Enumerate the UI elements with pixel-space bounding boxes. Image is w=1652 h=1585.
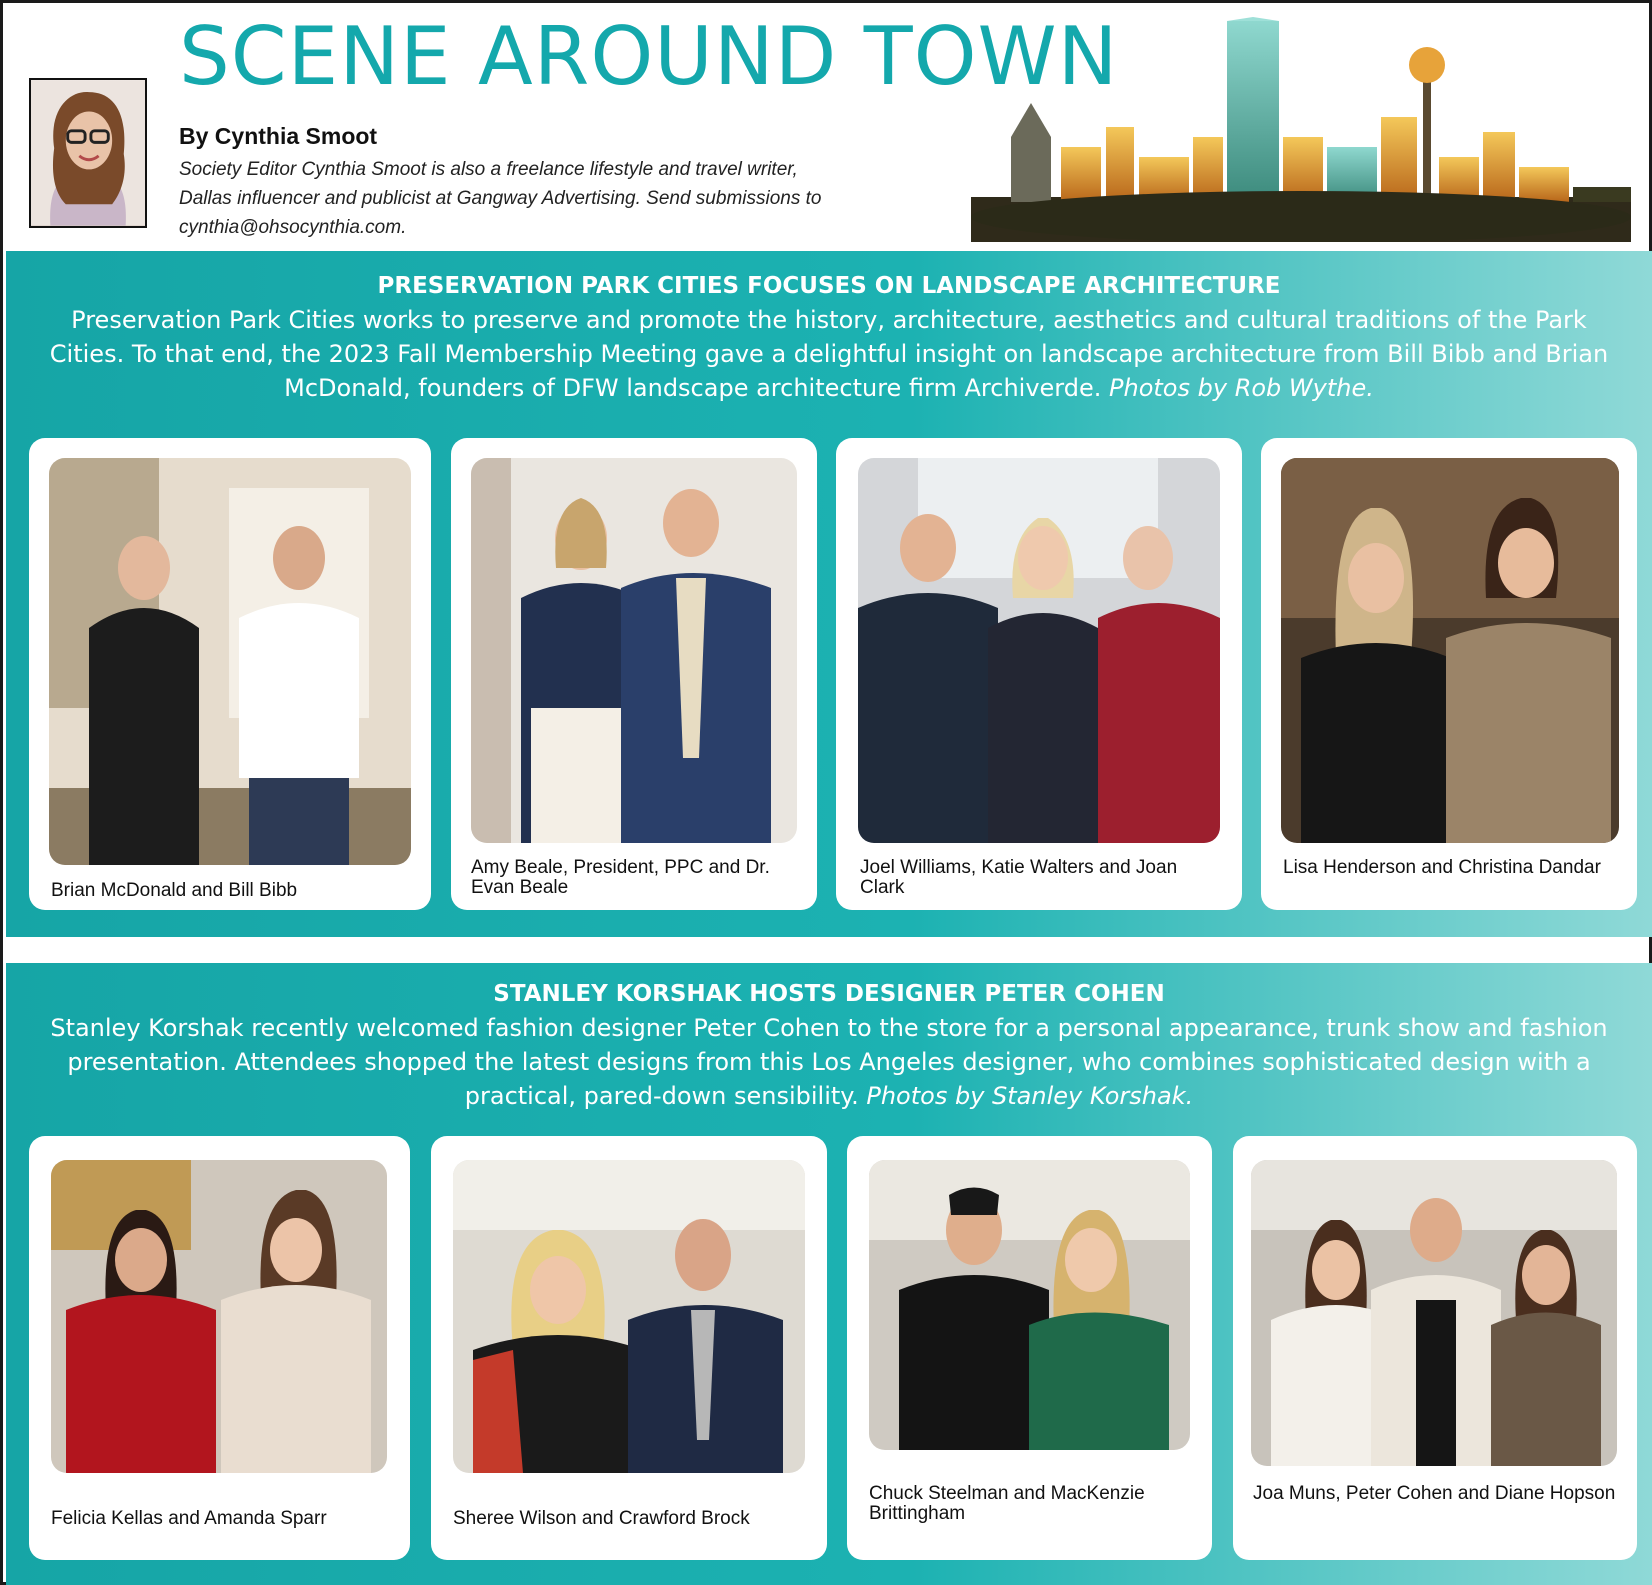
section-body-text: Stanley Korshak recently welcomed fashion designer Peter Cohen to the store for a personal appearance, trunk show and fashion presentation. Attendees shopped the latest designs from this Los Angeles designer, who combines sophisticated design with a practical, pared-down sensibility. — [50, 1014, 1608, 1110]
author-headshot — [29, 78, 147, 228]
event-photo — [471, 458, 797, 843]
photo-caption: Chuck Steelman and MacKenzie Brittingham — [869, 1483, 1145, 1524]
event-photo — [49, 458, 411, 865]
photo-caption: Amy Beale, President, PPC and Dr. Evan Beale — [471, 857, 770, 898]
event-photo — [1281, 458, 1619, 843]
section-stanley-korshak — [6, 963, 1652, 1585]
photo-card — [29, 1136, 410, 1560]
event-photo — [1251, 1160, 1617, 1466]
byline: By Cynthia Smoot — [179, 123, 378, 149]
photo-credit: Photos by Rob Wythe. — [1109, 374, 1374, 402]
photo-caption: Joel Williams, Katie Walters and Joan Clark — [860, 857, 1178, 898]
event-photo — [453, 1160, 805, 1473]
photo-caption: Brian McDonald and Bill Bibb — [51, 880, 298, 901]
section-body — [36, 1011, 1622, 1113]
photo-card — [29, 438, 431, 910]
photo-credit: Photos by Stanley Korshak. — [866, 1082, 1194, 1110]
dallas-skyline-image — [971, 17, 1631, 242]
photo-caption: Sheree Wilson and Crawford Brock — [453, 1508, 750, 1529]
section-heading: STANLEY KORSHAK HOSTS DESIGNER PETER COHEN — [493, 981, 1165, 1007]
photo-caption: Joa Muns, Peter Cohen and Diane Hopson — [1253, 1483, 1616, 1504]
event-photo — [51, 1160, 387, 1473]
author-portrait-image — [31, 80, 145, 226]
author-bio: Society Editor Cynthia Smoot is also a freelance lifestyle and travel writer, Dallas influencer and publicist at Gangway Advertising. Send submissions to cynthia@ohsocynthia.com. — [179, 159, 822, 238]
photo-card — [836, 438, 1242, 910]
section-preservation-park-cities — [6, 251, 1652, 937]
event-photo — [858, 458, 1220, 843]
page-title: SCENE AROUND TOWN — [179, 10, 1119, 103]
photo-card — [451, 438, 817, 910]
section-body-text: Preservation Park Cities works to preserve and promote the history, architecture, aesthetics and cultural traditions of the Park Cities. To that end, the 2023 Fall Membership Meeting gave a delightful insight on landscape architecture from Bill Bibb and Brian McDonald, founders of DFW landscape architecture firm Archiverde. — [49, 306, 1609, 402]
photo-card — [431, 1136, 827, 1560]
section-body — [36, 303, 1622, 405]
event-photo — [869, 1160, 1190, 1450]
photo-caption: Lisa Henderson and Christina Dandar — [1283, 857, 1601, 878]
photo-card — [1261, 438, 1637, 910]
photo-card — [1233, 1136, 1637, 1560]
photo-card — [847, 1136, 1212, 1560]
section-heading: PRESERVATION PARK CITIES FOCUSES ON LANDSCAPE ARCHITECTURE — [377, 273, 1281, 299]
photo-caption: Felicia Kellas and Amanda Sparr — [51, 1508, 327, 1529]
